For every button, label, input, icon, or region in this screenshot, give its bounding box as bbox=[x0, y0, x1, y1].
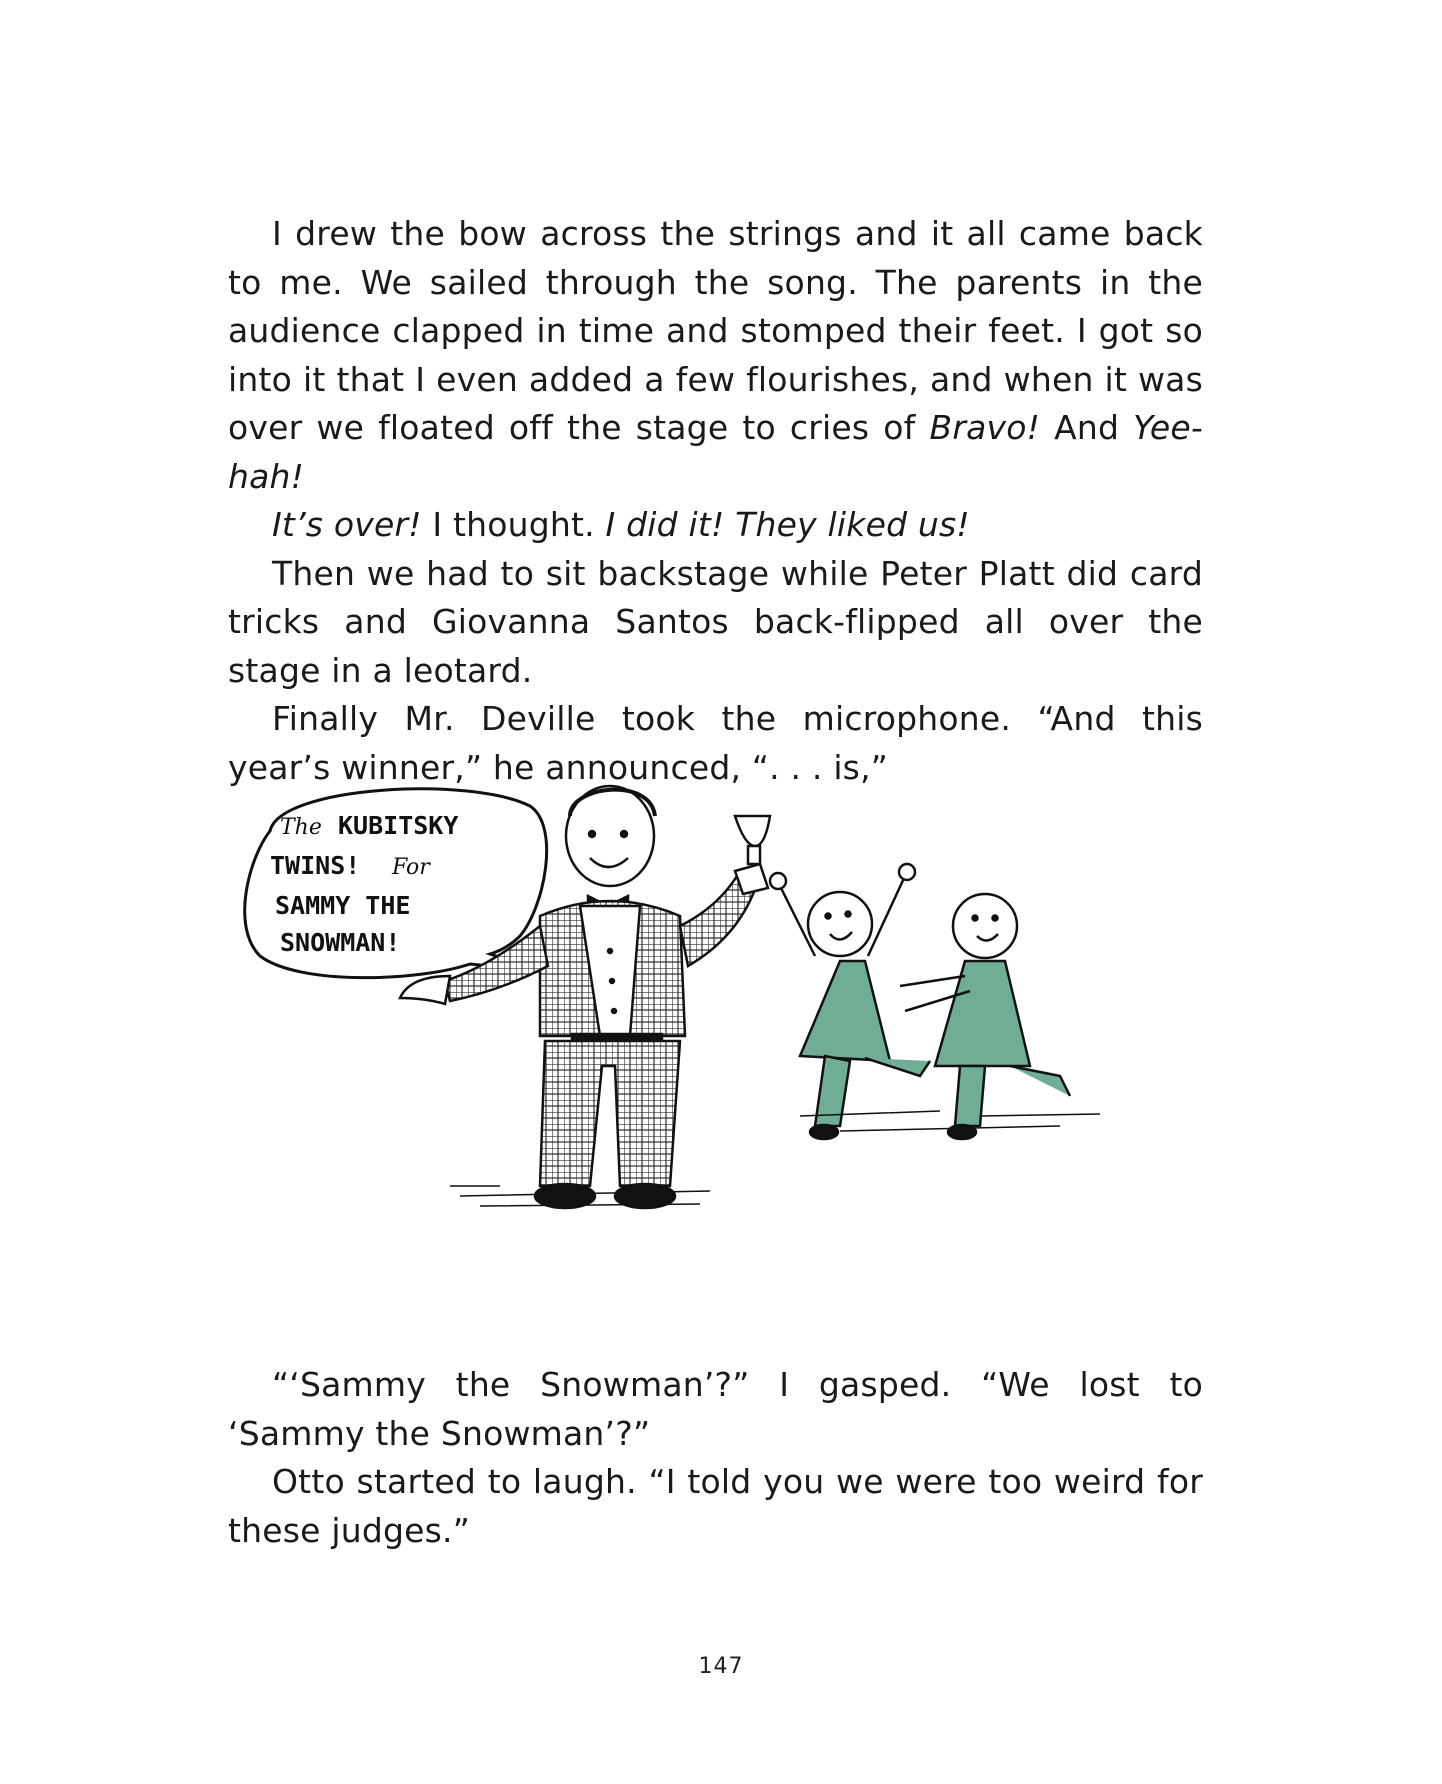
text-run: I thought. bbox=[421, 505, 606, 544]
bubble-line2-bold: TWINS! bbox=[270, 851, 361, 880]
paragraph bbox=[228, 1361, 1203, 1458]
text-run: And bbox=[1040, 408, 1134, 447]
paragraph bbox=[228, 550, 1203, 696]
italic-text: Yee-hah! bbox=[228, 408, 1204, 496]
italic-text: Bravo! bbox=[929, 408, 1041, 447]
text-run: “‘Sammy the Snowman’?” I gasped. “We lost to ‘Sammy the Snowman’?” bbox=[228, 1365, 1203, 1453]
bubble-line1-bold: KUBITSKY bbox=[338, 811, 459, 840]
bubble-line3: SAMMY THE bbox=[275, 891, 411, 920]
bubble-line2-small: For bbox=[392, 855, 430, 880]
top-text-block bbox=[228, 210, 1203, 792]
twin-left bbox=[770, 864, 930, 1139]
page-number: 147 bbox=[698, 1654, 744, 1679]
speech-bubble bbox=[245, 789, 547, 978]
italic-text: It’s over! bbox=[272, 505, 422, 544]
bottom-text-block bbox=[228, 1361, 1203, 1555]
paragraph bbox=[228, 501, 1203, 550]
bubble-line1-small: The bbox=[280, 815, 322, 840]
text-run: Finally Mr. Deville took the microphone. “And this year’s winner,” he announced, “. . . is,” bbox=[228, 699, 1203, 787]
paragraph bbox=[228, 1458, 1203, 1555]
bubble-line4: SNOWMAN! bbox=[280, 928, 401, 957]
paragraph bbox=[228, 210, 1203, 501]
text-run: Otto started to laugh. “I told you we were too weird for these judges.” bbox=[228, 1462, 1203, 1550]
italic-text: I did it! They liked us! bbox=[605, 505, 970, 544]
illustration bbox=[240, 776, 1180, 1246]
text-run: I drew the bow across the strings and it all came back to me. We sailed through the song. The parents in the audience clapped in time and stomped their feet. I got so into it that I even added a few flourishes, and when it was over we floated off the stage to cries of bbox=[228, 214, 1203, 447]
text-run: Then we had to sit backstage while Peter Platt did card tricks and Giovanna Santos back-flipped all over the stage in a leotard. bbox=[228, 553, 1203, 690]
